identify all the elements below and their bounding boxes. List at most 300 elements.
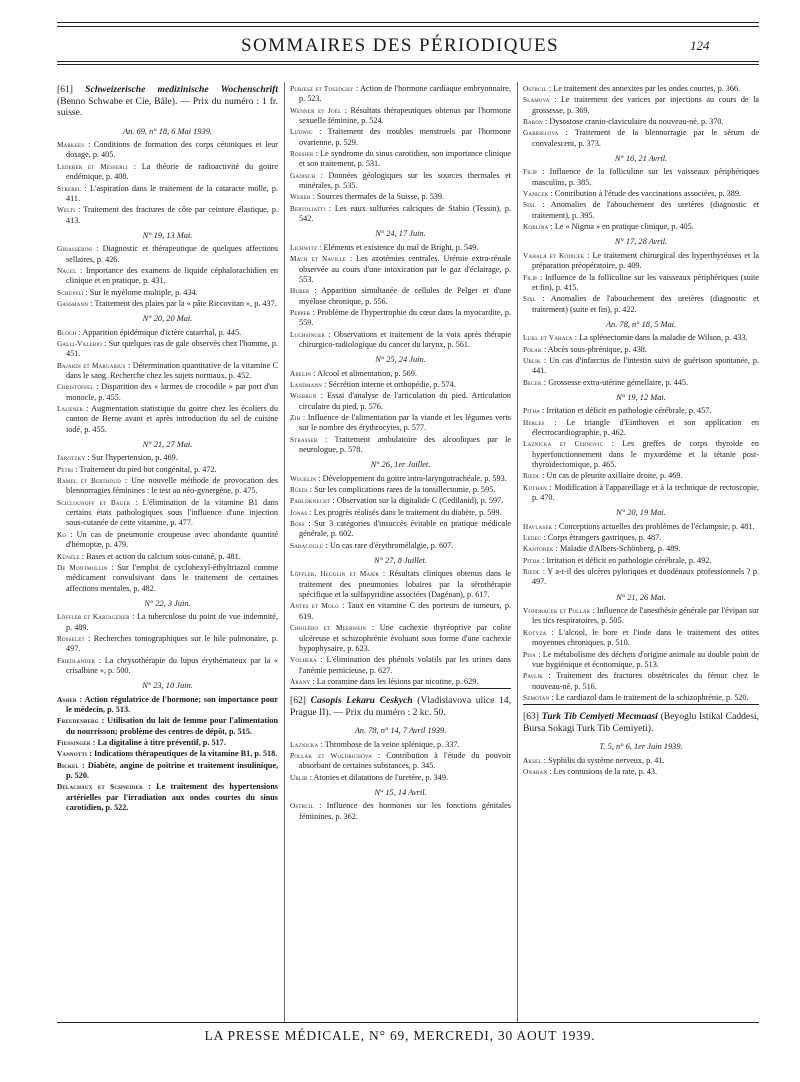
article-author: Vanicek (523, 190, 549, 199)
article-title: : Apparition épidémique d'ictère catarrhal, p. 445. (76, 327, 242, 337)
article-entry (57, 476, 278, 497)
article-title: : Action régulatrice de l'hormone; son importance pour le médecin, p. 513. (66, 694, 278, 714)
article-author: Koblina (523, 223, 549, 232)
issue-heading: N° 15, 14 Avril. (374, 788, 427, 798)
article-entry (290, 740, 511, 750)
article-title: : Traitement du pied bot congénital, p. 472. (73, 464, 217, 474)
article-title: : Influence de l'alimentation par la viande et les légumes verts sur le nombre des érythrocytes, p. 577. (299, 412, 511, 433)
article-author: Chioléro et Meerwein (290, 624, 367, 633)
article-title: : Les azotémies centrales. Urémie extra-rénale observée au cours d'une intoxication par le gaz d'éclairage, p. 553. (299, 254, 511, 284)
article-title: : Sur quelques cas de gale observés chez l'homme, p. 451. (66, 338, 278, 359)
article-author: Ledec (523, 534, 542, 543)
article-author: Asher (57, 695, 77, 704)
article-entry (523, 418, 759, 439)
page-number: 124 (690, 38, 710, 53)
article-title: : Maladie d'Albers-Schönberg, p. 489. (553, 544, 681, 554)
article-entry (523, 356, 759, 377)
article-title: : Traitement des plaies par la « pâte Riccovitan », p. 437. (88, 298, 277, 308)
article-entry (523, 567, 759, 588)
article-author: Pavlik (523, 672, 544, 681)
article-title: : Un cas de pleurite axillaire droite, p. 469. (540, 471, 683, 481)
article-author: Lukl et Vahala (523, 334, 573, 343)
article-title: : Eléments et existence du mal de Bright, p. 549. (317, 242, 479, 252)
article-author: Riedl (523, 472, 541, 481)
article-title: : Sur le myélome multiple, p. 434. (83, 287, 198, 297)
article-author: Freudenberg (57, 717, 99, 726)
article-entry (523, 756, 759, 766)
article-author: Aksel (523, 756, 542, 765)
article-entry (523, 650, 759, 671)
article-title: : Apparition simultanée de cellules de Pelger et d'une myélose chronique, p. 556. (299, 286, 511, 306)
article-entry (57, 749, 278, 759)
article-entry (57, 782, 278, 813)
article-entry (57, 205, 278, 226)
article-entry (57, 716, 278, 737)
article-title: : Sur 3 catégories d'insuccès évitable en pratique médicale générale, p. 602. (299, 519, 511, 539)
article-entry (57, 299, 278, 309)
article-entry (523, 693, 759, 703)
journal-heading (523, 704, 759, 734)
article-title: : Le traitement des hypertensions artérielles par l'irradiation aux ondes courtes du sinus carotidien, p. 522. (66, 782, 278, 813)
article-entry (290, 106, 511, 127)
issue-heading: N° 26, 1er Juillet. (370, 460, 431, 470)
article-author: Huber (290, 287, 310, 296)
article-title: : Une cachexie thyréoprive par colite ulcéreuse et schizophrénie évoluant sous forme d'une cachexie hypophysaire, p. 623. (299, 623, 511, 653)
article-title: : Un cas rare d'érythromélalgie, p. 607. (323, 540, 454, 550)
article-author: Strebel (57, 184, 82, 193)
article-author: Friedlander (57, 656, 96, 665)
article-title: : Les progrès réalisés dans le traitement du diabète, p. 599. (307, 507, 502, 517)
article-entry (57, 695, 278, 716)
column-3 (523, 84, 759, 1019)
article-entry (57, 339, 278, 360)
issue-heading: An. 78, n° 18, 5 Mai. (605, 319, 677, 329)
article-author: Welti (57, 206, 76, 215)
journal-number: [61] (57, 84, 73, 95)
issue-heading: An. 78, n° 14, 7 Avril 1939. (354, 726, 447, 736)
article-title: : La digitaline à titre préventif, p. 517. (90, 738, 226, 747)
article-title: : L'aspiration dans le traitement de la cataracte molle, p. 411. (66, 183, 278, 203)
journal-title: Turk Tib Cemiyeti Mecmuasi (541, 711, 658, 723)
journal-number: [63] (523, 711, 539, 723)
article-title: : Indications thérapeutiques de la vitamine B1, p. 518. (87, 749, 278, 759)
article-entry (290, 369, 511, 379)
article-entry (523, 200, 759, 221)
article-title: : Disparition des « larmes de crocodile » par port d'un monocle, p. 455. (66, 382, 278, 402)
article-author: Luchsinger (290, 330, 326, 339)
issue-heading: N° 21, 27 Mai. (142, 440, 193, 450)
article-title: : La coramine dans les lésions par nicotine, p. 629. (310, 676, 479, 686)
article-title: : Anomalies de l'abouchement des uretères (diagnostic et traitement) (suite et fin), p. 422. (532, 294, 759, 314)
article-author: Filip (523, 168, 538, 177)
article-author: Abelin (290, 369, 312, 378)
journal-details: (Vladislavova ulice 14, Prague II). — Prix du numéro : 2 kc. 50. (290, 695, 511, 718)
issue-heading: N° 21, 26 Mai. (616, 592, 666, 602)
article-entry (290, 330, 511, 351)
article-entry (523, 522, 759, 532)
article-title: : Sur les complications rares de la tonsillectomie, p. 595. (307, 485, 496, 495)
issue-heading: N° 20, 19 Mai. (616, 508, 666, 518)
article-author: Sixl (523, 295, 537, 304)
issue-heading: N° 20, 20 Mai. (142, 314, 193, 324)
article-entry (57, 498, 278, 529)
article-title: : Données géologiques sur les sources thermales et minérales, p. 535. (299, 170, 511, 191)
article-author: Wegelin (290, 474, 317, 483)
article-entry (290, 204, 511, 225)
article-author: Filip (523, 273, 538, 282)
article-author: Becek (523, 378, 542, 387)
article-entry (57, 382, 278, 403)
article-title: : Le traitement chirurgical des hyperthyréoses et la préparation préopératoire, p. 409. (532, 250, 759, 271)
article-title: : Taux en vitamine C des porteurs de tumeurs, p. 619. (299, 601, 511, 621)
article-author: Zih (290, 413, 301, 422)
column-1 (57, 84, 278, 1019)
column-separator (284, 82, 285, 1022)
article-entry (290, 391, 511, 412)
article-entry (57, 266, 278, 287)
article-title: : Un cas d'infarctus de l'intestin suivi de guérison spontanée, p. 441. (532, 355, 759, 376)
article-entry (523, 128, 759, 149)
article-title: : Résultats cliniques obtenus dans le traitement des pneumonies lobaires par la sérothérapie spécifique et la sulfapyridine associées (Dagénan), p. 617. (299, 569, 511, 600)
article-author: Vondracek et Pollak (523, 607, 591, 616)
article-title: : Recherches tomographiques sur le hile pulmonaire, p. 497. (66, 633, 278, 654)
article-author: Onaran (523, 768, 548, 777)
article-title: : Abcès sous-phrénique, p. 438. (541, 344, 647, 354)
article-entry (57, 244, 278, 265)
article-title: : L'élimination de la vitamine B1 dans certains états pathologiques sous l'influence d'une injection sous-cutanée de cette vitamine, p. 477. (66, 497, 278, 528)
article-title: : Influence de l'anesthésie générale par l'évipan sur les tics respiratoires, p. 505. (532, 606, 759, 626)
article-entry (290, 474, 511, 484)
article-entry (57, 552, 278, 562)
article-entry (290, 569, 511, 600)
article-title: : Problème de l'hypertrophie du cœur dans la myocardite, p. 559. (299, 307, 511, 328)
article-author: Strasser (290, 435, 318, 444)
article-author: Riedl (523, 568, 541, 577)
article-author: Vannotti (57, 750, 88, 759)
article-author: Pitha (523, 407, 540, 416)
article-title: : Observation sur la digitalide C (Cedilanid), p. 597. (330, 496, 504, 506)
article-author: Kotyza (523, 628, 547, 637)
article-title: : Essai d'analyse de l'articulation du pied. Articulation circulaire du pied, p. 576. (299, 391, 511, 411)
article-entry (290, 508, 511, 518)
article-entry (290, 541, 511, 551)
article-entry (523, 471, 759, 481)
article-entry (523, 273, 759, 294)
article-author: Pollak et Woldrichova (290, 752, 372, 761)
issue-heading: N° 19, 12 Mai. (616, 392, 666, 402)
article-title: : Sur l'emploi de cyclohexyl-éthyltriazol comme médicament convulsivant dans le traitement de certaines affections mentales, p. 482. (66, 562, 278, 593)
article-title: : La chrysothérapie du lupus érythémateux par la « crisalbine », p. 500. (66, 655, 278, 675)
article-author: Pisa (523, 650, 536, 659)
article-title: : Contribution à l'étude du pouvoir absorbant de certaines substances, p. 345. (299, 751, 511, 771)
header-rule-thin (57, 64, 759, 65)
article-entry (290, 84, 511, 105)
article-author: Delachaux et Schneider (57, 783, 143, 792)
article-title: : Le traitement des annexites par les ondes courtes, p. 366. (546, 84, 741, 93)
top-rule (57, 22, 759, 23)
article-entry (57, 530, 278, 551)
journal-heading (290, 688, 511, 718)
article-title: : Les contusions de la rate, p. 43. (547, 767, 657, 777)
article-entry (523, 222, 759, 232)
article-entry (290, 286, 511, 307)
article-author: Pitha (523, 556, 540, 565)
article-title: : Traitement des fractures de côte par ceinture élastique, p. 413. (66, 205, 278, 225)
article-title: : Les greffes de corps thyroïde en hyperfonctionnement dans le myxœdème et la tétanie post-thyroïdectomique, p. 465. (532, 439, 759, 469)
article-entry (523, 606, 759, 627)
article-author: Lichwitz (290, 243, 318, 252)
article-author: Ghiasserini (57, 245, 93, 254)
article-title: : Bases et action du calcium sous-cutané, p. 481. (79, 551, 241, 561)
journal-heading (57, 84, 278, 119)
article-entry (57, 656, 278, 677)
article-title: : Un cas de pneumonie croupeuse avec abondante quantité d'hémoptæ, p. 479. (66, 529, 278, 550)
article-title: : Sources thermales de la Suisse, p. 539. (310, 192, 445, 202)
article-entry (57, 361, 278, 382)
article-title: : Grossesse extra-utérine gémellaire, p. 445. (541, 377, 689, 387)
article-entry (290, 192, 511, 202)
article-author: Purjesz et Toszöghy (290, 85, 354, 93)
article-title: : Thrombose de la veine splénique, p. 337. (318, 739, 460, 749)
article-entry (290, 801, 511, 822)
article-author: Gadisch (290, 171, 316, 180)
article-entry (523, 378, 759, 388)
article-entry (57, 453, 278, 463)
article-entry (523, 483, 759, 504)
article-author: Wisbrun (290, 392, 317, 401)
article-title: : Contribution à l'étude des vaccinations associées, p. 389. (548, 189, 741, 199)
article-title: : Conceptions actuelles des problèmes de l'éclampsie, p. 481. (552, 521, 755, 531)
article-author: Rosselet (57, 634, 85, 643)
article-author: Bickel (57, 761, 80, 770)
article-title: : Alcool et alimentation, p. 569. (311, 368, 417, 378)
article-author: Christoffel (57, 383, 94, 392)
article-author: Ostrcil (290, 802, 314, 811)
article-author: De Montmollin (57, 563, 108, 572)
article-entry (290, 751, 511, 772)
article-title: : Action de l'hormone cardiaque embryonnaire, p. 523. (299, 84, 511, 104)
article-author: Lauener (57, 405, 84, 414)
article-entry (57, 761, 278, 782)
article-title: : Le syndrome du sinus carotidien, son importance clinique et son traitement, p. 531. (299, 149, 511, 169)
article-author: Ublik (523, 356, 541, 365)
article-entry (57, 634, 278, 655)
article-entry (290, 127, 511, 148)
article-entry (57, 612, 278, 633)
article-title: : Une nouvelle méthode de provocation des blennorragies féminines : le test au néo-gynergène, p. 475. (66, 476, 278, 496)
article-entry (523, 767, 759, 777)
article-entry (523, 294, 759, 315)
article-title: : Les eaux sulfurées calciques de Stabio (Tessin), p. 542. (299, 203, 511, 224)
article-title: : L'élimination des phénols volatils par les urines dans l'anémie pernicieuse, p. 627. (299, 655, 511, 675)
column-2 (290, 84, 511, 1019)
article-entry (290, 149, 511, 170)
article-entry (57, 404, 278, 435)
article-author: Kantorek (523, 545, 554, 554)
article-author: Löffler, Hegglin et Maier (290, 570, 379, 579)
header-rule (57, 61, 759, 62)
issue-heading: N° 19, 13 Mai. (142, 230, 193, 240)
article-title: : L'alcool, le bore et l'iode dans le traitement des otites moyennes chroniques, p. 510. (532, 627, 759, 648)
issue-heading: N° 25, 24 Juin. (375, 355, 426, 365)
article-title: : Diagnostic et thérapeutique de quelques affections sellaires, p. 426. (66, 244, 278, 264)
article-author: Markees (57, 141, 85, 150)
article-title: : Influence de la folliculine sur les vaisseaux périphériques masculins, p. 385. (532, 167, 759, 187)
article-title: : Le cardiazol dans le traitement de la schizophrénie, p. 520. (549, 692, 749, 702)
article-author: Kuthan (523, 483, 547, 492)
article-entry (57, 162, 278, 183)
article-title: : Y a-t-il des ulcères pyloriques et duodénaux professionnels ? p. 497. (532, 567, 759, 587)
article-author: Polak (523, 345, 542, 354)
article-author: Ko (57, 530, 67, 539)
article-author: Bloch (57, 328, 77, 337)
journal-title: Schweizerische medizinische Wochenschrift (85, 84, 278, 95)
article-title: : Syphilis du système nerveux, p. 41. (541, 755, 665, 765)
article-author: Künzle (57, 552, 80, 561)
article-title: : Traitement des fractures obstétricales du fémur chez le nouveau-né, p. 516. (532, 671, 759, 691)
article-author: Löffler et Kartagener (57, 613, 130, 622)
article-entry (523, 333, 759, 343)
article-entry (290, 380, 511, 390)
article-author: Petri (57, 465, 74, 474)
top-rule-thin (57, 26, 759, 27)
article-title: : La splénectomie dans la maladie de Wilson, p. 433. (572, 333, 748, 343)
article-title: : Le métabolisme des déchets d'origine animale au double point de vue hygiénique et économique, p. 513. (532, 649, 759, 669)
article-title: : La théorie de radioactivité du goitre endémique, p. 408. (66, 161, 278, 182)
article-title: : Sécrétion interne et orthopédie, p. 574. (322, 379, 456, 389)
article-author: Ostrcil (523, 85, 547, 93)
article-title: : Le traitement des varices par injections au cours de la grossesse, p. 369. (532, 95, 759, 115)
article-entry (57, 465, 278, 475)
article-title: : Sur l'hypertension, p. 469. (85, 453, 178, 463)
article-entry (290, 623, 511, 654)
article-title: : Influence des hormones sur les fonctions génitales féminines, p. 362. (299, 801, 511, 821)
article-entry (290, 677, 511, 687)
issue-heading: N° 17, 28 Avril. (614, 237, 668, 247)
article-entry (290, 254, 511, 285)
article-entry (523, 439, 759, 470)
article-title: : La tuberculose du point de vue indemnité, p. 489. (66, 612, 278, 632)
article-entry (290, 485, 511, 495)
article-author: Rossier (290, 150, 314, 159)
article-title: : Utilisation du lait de femme pour l'alimentation du nourrisson; problème des centres de dépôt, p. 515. (66, 716, 278, 736)
article-author: Ludwig (290, 128, 313, 137)
article-entry (523, 671, 759, 692)
article-author: Ramel et Berthoud (57, 477, 122, 486)
page-footer: LA PRESSE MÉDICALE, N° 69, MERCREDI, 30 AOUT 1939. (204, 1028, 596, 1043)
journal-title: Casopis Lekaru Ceskych (310, 695, 413, 707)
journal-details: (Beyoglu Istikal Caddesi, Bursa Sokagi Turk Tib Cemiyeti). (523, 711, 759, 734)
article-author: Laznicka et Cernovic (523, 440, 604, 449)
article-entry (523, 117, 759, 127)
issue-heading: N° 23, 10 Juin. (142, 681, 193, 691)
article-entry (290, 496, 511, 506)
article-author: Herles (523, 418, 545, 427)
article-title: : Traitement des troubles menstruels par l'hormone ovarienne, p. 529. (299, 127, 511, 147)
article-author: Antes et Molo (290, 602, 339, 611)
journal-number: [62] (290, 695, 306, 707)
article-author: Sciclounoff et Bauer (57, 498, 131, 507)
article-title: : Observations et traitement de la voix après thérapie chirurgico-radiologique du cancer du larynx, p. 561. (299, 329, 511, 349)
article-author: Jonas (290, 508, 308, 517)
article-entry (290, 773, 511, 783)
article-entry (57, 328, 278, 338)
article-entry (523, 95, 759, 116)
article-entry (290, 171, 511, 192)
article-author: Ublir (290, 773, 308, 782)
article-author: Weber (290, 193, 311, 202)
issue-heading: N° 27, 8 Juillet. (374, 556, 427, 566)
article-author: Wenner et Joël (290, 106, 342, 115)
article-author: Boss (290, 520, 305, 529)
article-title: : Corps étrangers gastriques, p. 487. (541, 533, 662, 543)
article-entry (523, 556, 759, 566)
article-title: : Modification à l'appareillage et à la technique de rectoscopie, p. 470. (532, 482, 759, 503)
article-author: Arany (290, 677, 311, 686)
article-entry (523, 345, 759, 355)
article-author: Galli-Valerio (57, 339, 103, 348)
article-entry (523, 167, 759, 188)
article-title: : Traitement de la blennorragie par le sérum de convalescent, p. 373. (532, 128, 759, 148)
article-entry (290, 601, 511, 622)
article-author: Gassmann (57, 299, 89, 308)
article-author: Lederer et Messerli (57, 162, 128, 171)
article-title: : Importance des examens de liquide céphalorachidien en clinique et en pratique, p. 431. (66, 265, 278, 286)
article-author: Saracoglu (290, 541, 324, 550)
article-title: : Irritation et déficit en pathologie cérébrale, p. 457. (539, 406, 712, 416)
article-author: Laznicka (290, 740, 319, 749)
article-title: : Le triangle d'Einthoven et son application en électrocardiographie, p. 462. (532, 417, 759, 437)
article-entry (57, 184, 278, 205)
article-author: Baron (523, 118, 543, 127)
article-title: : Irritation et déficit en pathologie cérébrale, p. 492. (539, 555, 712, 565)
article-author: Jarotzky (57, 454, 86, 463)
article-author: Sixl (523, 201, 537, 210)
journal-details: (Benno Schwabe et Cie, Bâle). — Prix du numéro : 1 fr. suisse. (57, 95, 278, 119)
article-title: : Résultats thérapeutiques obtenus par l'hormone sexuelle féminine, p. 524. (299, 105, 511, 126)
issue-heading: N° 16, 21 Avril. (614, 154, 668, 164)
article-title: : Diabète, angine de poitrine et traitement insulinique, p. 520. (66, 760, 278, 781)
article-entry (523, 84, 759, 94)
article-entry (290, 435, 511, 456)
article-title: : Le « Nigma » en pratique clinique, p. 405. (548, 222, 694, 232)
article-author: Bajardi et Margarius (57, 361, 126, 370)
article-author: Pahldknecht (290, 497, 331, 506)
article-author: Volhera (290, 656, 317, 665)
article-entry (290, 243, 511, 253)
page-title: SOMMAIRES DES PÉRIODIQUES (241, 35, 559, 56)
article-entry (523, 251, 759, 272)
article-entry (523, 533, 759, 543)
article-title: : Anomalies de l'abouchement des uretères (diagnostic et traitement), p. 395. (532, 200, 759, 220)
article-author: Bertoliatti (290, 204, 326, 213)
article-title: : Atonies et dilatations de l'uretère, p. 349. (307, 772, 448, 782)
article-author: Landmann (290, 380, 323, 389)
article-author: Fiessinger (57, 739, 91, 747)
article-author: Mach et Naville (290, 255, 346, 264)
article-author: Slamova (523, 96, 550, 105)
footer-rule (57, 1022, 759, 1023)
article-title: : Conditions de formation des corps cétoniques et leur dosage, p. 405. (66, 140, 278, 160)
article-entry (523, 189, 759, 199)
article-entry (57, 288, 278, 298)
article-entry (290, 519, 511, 540)
article-title: : Traitement ambulatoire des alcooliques par le neurologue, p. 578. (299, 434, 511, 454)
article-title: : Dysostose cranio-claviculaire du nouveau-né, p. 370. (542, 117, 724, 127)
article-title: : Augmentation statistique du goitre chez les écoliers du canton de Berne avant et après introduction du sel de cuisine iodé, p. 455. (66, 404, 278, 434)
article-title: : Influence de la folliculine sur les vaisseaux périphériques (suite et fin), p. 415. (532, 272, 759, 292)
article-author: Schüpfli (57, 288, 84, 297)
